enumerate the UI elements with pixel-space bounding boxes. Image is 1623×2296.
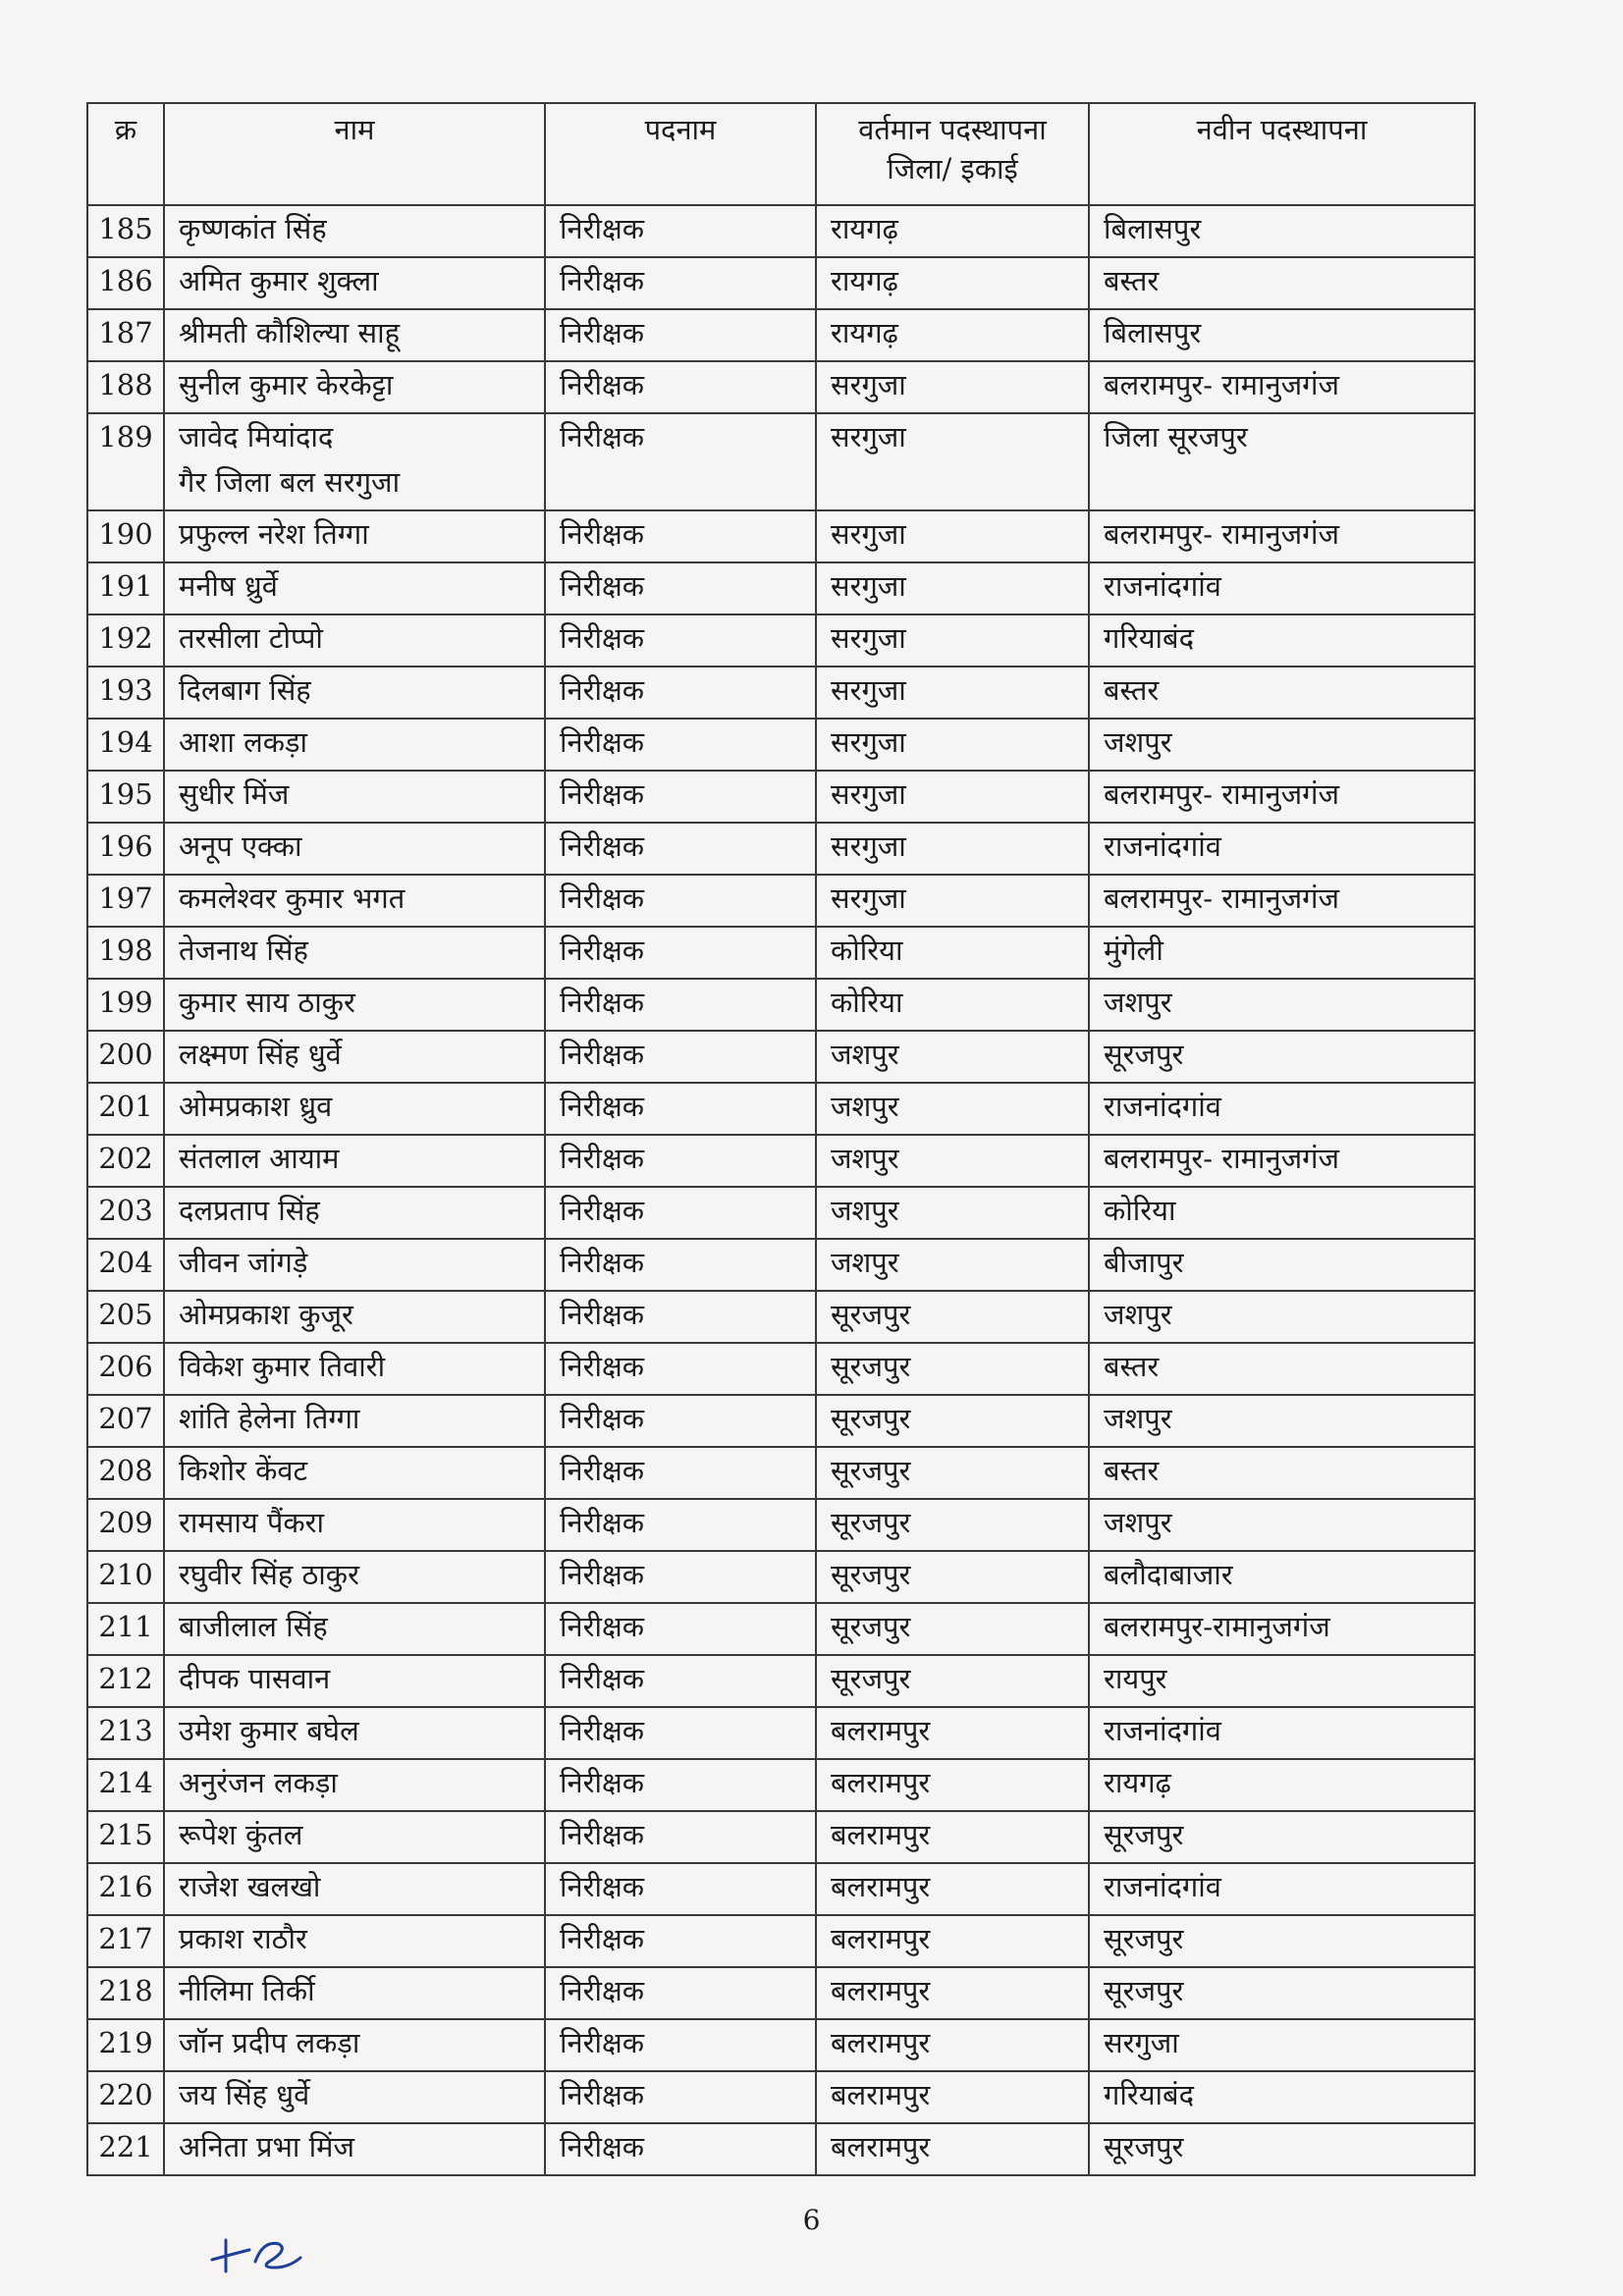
current-posting-cell: सरगुजा bbox=[816, 614, 1089, 667]
serial-cell: 208 bbox=[87, 1447, 164, 1499]
name-line: अमित कुमार शुक्ला bbox=[179, 264, 379, 297]
table-row bbox=[87, 1239, 1475, 1291]
name-line: ओमप्रकाश कुजूर bbox=[179, 1298, 353, 1331]
table-row bbox=[87, 1499, 1475, 1551]
new-posting-cell: गरियाबंद bbox=[1089, 614, 1475, 667]
table-row bbox=[87, 413, 1475, 510]
current-posting-cell: बलरामपुर bbox=[816, 1759, 1089, 1811]
table-row bbox=[87, 309, 1475, 361]
new-posting-cell: बलरामपुर-रामानुजगंज bbox=[1089, 1603, 1475, 1655]
name-cell bbox=[164, 1031, 545, 1083]
current-posting-cell: जशपुर bbox=[816, 1239, 1089, 1291]
name-cell bbox=[164, 2019, 545, 2071]
name-line: दिलबाग सिंह bbox=[179, 673, 311, 707]
name-line: जावेद मियांदाद bbox=[179, 420, 334, 454]
name-cell bbox=[164, 719, 545, 771]
name-cell bbox=[164, 1291, 545, 1343]
new-posting-cell: जशपुर bbox=[1089, 1395, 1475, 1447]
name-line: जय सिंह धुर्वे bbox=[179, 2078, 310, 2111]
name-cell bbox=[164, 875, 545, 927]
name-line: मनीष ध्रुर्वे bbox=[179, 569, 278, 603]
name-line: प्रकाश राठौर bbox=[179, 1922, 307, 1955]
name-line: लक्ष्मण सिंह धुर्वे bbox=[179, 1038, 342, 1071]
table-header-row bbox=[87, 103, 1475, 205]
new-posting-cell: गरियाबंद bbox=[1089, 2071, 1475, 2123]
serial-cell: 197 bbox=[87, 875, 164, 927]
serial-cell: 220 bbox=[87, 2071, 164, 2123]
new-posting-cell: राजनांदगांव bbox=[1089, 562, 1475, 614]
new-posting-cell: बिलासपुर bbox=[1089, 309, 1475, 361]
current-posting-cell: कोरिया bbox=[816, 927, 1089, 979]
new-posting-cell: बलरामपुर- रामानुजगंज bbox=[1089, 875, 1475, 927]
serial-cell: 185 bbox=[87, 205, 164, 257]
name-cell bbox=[164, 614, 545, 667]
new-posting-cell: राजनांदगांव bbox=[1089, 1863, 1475, 1915]
name-cell bbox=[164, 979, 545, 1031]
name-cell bbox=[164, 1811, 545, 1863]
serial-cell: 209 bbox=[87, 1499, 164, 1551]
name-cell bbox=[164, 1707, 545, 1759]
name-line: विकेश कुमार तिवारी bbox=[179, 1350, 386, 1383]
name-line: संतलाल आयाम bbox=[179, 1142, 340, 1175]
name-line: रामसाय पैंकरा bbox=[179, 1506, 324, 1539]
new-posting-cell: बस्तर bbox=[1089, 1447, 1475, 1499]
name-cell bbox=[164, 1239, 545, 1291]
current-posting-cell: सूरजपुर bbox=[816, 1603, 1089, 1655]
serial-cell: 195 bbox=[87, 771, 164, 823]
new-posting-cell: राजनांदगांव bbox=[1089, 823, 1475, 875]
new-posting-cell: बस्तर bbox=[1089, 1343, 1475, 1395]
table-row bbox=[87, 1863, 1475, 1915]
current-posting-cell: कोरिया bbox=[816, 979, 1089, 1031]
header-new-posting: नवीन पदस्थापना bbox=[1089, 103, 1475, 205]
table-row bbox=[87, 361, 1475, 413]
serial-cell: 189 bbox=[87, 413, 164, 510]
table-row bbox=[87, 1447, 1475, 1499]
current-posting-cell: बलरामपुर bbox=[816, 1811, 1089, 1863]
name-line: कमलेश्वर कुमार भगत bbox=[179, 881, 406, 915]
current-posting-cell: बलरामपुर bbox=[816, 2123, 1089, 2175]
new-posting-cell: बलरामपुर- रामानुजगंज bbox=[1089, 361, 1475, 413]
new-posting-cell: मुंगेली bbox=[1089, 927, 1475, 979]
current-posting-cell: सूरजपुर bbox=[816, 1447, 1089, 1499]
name-line: ओमप्रकाश ध्रुव bbox=[179, 1090, 333, 1123]
current-posting-cell: सरगुजा bbox=[816, 667, 1089, 719]
name-line: तेजनाथ सिंह bbox=[179, 934, 308, 967]
designation-cell: निरीक्षक bbox=[545, 771, 816, 823]
name-cell bbox=[164, 1343, 545, 1395]
current-posting-cell: सरगुजा bbox=[816, 510, 1089, 562]
current-posting-cell: बलरामपुर bbox=[816, 2019, 1089, 2071]
serial-cell: 216 bbox=[87, 1863, 164, 1915]
current-posting-cell: सरगुजा bbox=[816, 413, 1089, 510]
serial-cell: 200 bbox=[87, 1031, 164, 1083]
name-cell bbox=[164, 1603, 545, 1655]
table-row bbox=[87, 614, 1475, 667]
current-posting-cell: बलरामपुर bbox=[816, 1915, 1089, 1967]
serial-cell: 205 bbox=[87, 1291, 164, 1343]
name-line: अनुरंजन लकड़ा bbox=[179, 1766, 338, 1799]
designation-cell: निरीक्षक bbox=[545, 1863, 816, 1915]
new-posting-cell: बिलासपुर bbox=[1089, 205, 1475, 257]
name-line: जॉन प्रदीप लकड़ा bbox=[179, 2026, 360, 2059]
serial-cell: 188 bbox=[87, 361, 164, 413]
header-serial: क्र bbox=[87, 103, 164, 205]
current-posting-cell: सूरजपुर bbox=[816, 1291, 1089, 1343]
designation-cell: निरीक्षक bbox=[545, 1551, 816, 1603]
serial-cell: 214 bbox=[87, 1759, 164, 1811]
designation-cell: निरीक्षक bbox=[545, 875, 816, 927]
name-line: कुमार साय ठाकुर bbox=[179, 986, 355, 1019]
new-posting-cell: सूरजपुर bbox=[1089, 1967, 1475, 2019]
serial-cell: 215 bbox=[87, 1811, 164, 1863]
table-row bbox=[87, 1031, 1475, 1083]
current-posting-cell: रायगढ़ bbox=[816, 205, 1089, 257]
table-row bbox=[87, 2123, 1475, 2175]
table-row bbox=[87, 2019, 1475, 2071]
designation-cell: निरीक्षक bbox=[545, 1759, 816, 1811]
table-row bbox=[87, 1291, 1475, 1343]
name-line: श्रीमती कौशिल्या साहू bbox=[179, 316, 400, 349]
new-posting-cell: बस्तर bbox=[1089, 257, 1475, 309]
name-cell bbox=[164, 1499, 545, 1551]
table-row bbox=[87, 719, 1475, 771]
designation-cell: निरीक्षक bbox=[545, 927, 816, 979]
current-posting-cell: रायगढ़ bbox=[816, 309, 1089, 361]
current-posting-cell: सरगुजा bbox=[816, 823, 1089, 875]
current-posting-cell: बलरामपुर bbox=[816, 1967, 1089, 2019]
page-number: 6 bbox=[802, 2204, 821, 2236]
new-posting-cell: राजनांदगांव bbox=[1089, 1707, 1475, 1759]
name-cell bbox=[164, 2071, 545, 2123]
new-posting-cell: बलौदाबाजार bbox=[1089, 1551, 1475, 1603]
serial-cell: 186 bbox=[87, 257, 164, 309]
name-line-secondary: गैर जिला बल सरगुजा bbox=[179, 465, 401, 499]
name-cell bbox=[164, 1759, 545, 1811]
table-row bbox=[87, 205, 1475, 257]
name-cell bbox=[164, 1395, 545, 1447]
name-cell bbox=[164, 1083, 545, 1135]
current-posting-cell: सूरजपुर bbox=[816, 1551, 1089, 1603]
table-row bbox=[87, 1135, 1475, 1187]
name-cell bbox=[164, 257, 545, 309]
header-designation: पदनाम bbox=[545, 103, 816, 205]
table-row bbox=[87, 1343, 1475, 1395]
designation-cell: निरीक्षक bbox=[545, 1187, 816, 1239]
designation-cell: निरीक्षक bbox=[545, 823, 816, 875]
name-cell bbox=[164, 823, 545, 875]
designation-cell: निरीक्षक bbox=[545, 413, 816, 510]
name-cell bbox=[164, 1655, 545, 1707]
designation-cell: निरीक्षक bbox=[545, 1239, 816, 1291]
new-posting-cell: बलरामपुर- रामानुजगंज bbox=[1089, 1135, 1475, 1187]
table-row bbox=[87, 1603, 1475, 1655]
table-row bbox=[87, 927, 1475, 979]
current-posting-cell: जशपुर bbox=[816, 1083, 1089, 1135]
serial-cell: 199 bbox=[87, 979, 164, 1031]
designation-cell: निरीक्षक bbox=[545, 2071, 816, 2123]
name-line: कृष्णकांत सिंह bbox=[179, 212, 327, 245]
designation-cell: निरीक्षक bbox=[545, 361, 816, 413]
new-posting-cell: सूरजपुर bbox=[1089, 1915, 1475, 1967]
new-posting-cell: सूरजपुर bbox=[1089, 2123, 1475, 2175]
new-posting-cell: जशपुर bbox=[1089, 1291, 1475, 1343]
current-posting-cell: सरगुजा bbox=[816, 875, 1089, 927]
name-cell bbox=[164, 1135, 545, 1187]
table-row bbox=[87, 979, 1475, 1031]
table-row bbox=[87, 562, 1475, 614]
designation-cell: निरीक्षक bbox=[545, 1499, 816, 1551]
name-line: अनिता प्रभा मिंज bbox=[179, 2130, 355, 2163]
designation-cell: निरीक्षक bbox=[545, 2123, 816, 2175]
serial-cell: 201 bbox=[87, 1083, 164, 1135]
name-line: बाजीलाल सिंह bbox=[179, 1610, 328, 1643]
serial-cell: 218 bbox=[87, 1967, 164, 2019]
table-row bbox=[87, 875, 1475, 927]
serial-cell: 193 bbox=[87, 667, 164, 719]
name-line: तरसीला टोप्पो bbox=[179, 621, 323, 655]
name-line: उमेश कुमार बघेल bbox=[179, 1714, 359, 1747]
name-cell bbox=[164, 1915, 545, 1967]
table-row bbox=[87, 510, 1475, 562]
designation-cell: निरीक्षक bbox=[545, 719, 816, 771]
name-line: दलप्रताप सिंह bbox=[179, 1194, 320, 1227]
name-cell bbox=[164, 927, 545, 979]
name-cell bbox=[164, 510, 545, 562]
current-posting-cell: सूरजपुर bbox=[816, 1499, 1089, 1551]
serial-cell: 221 bbox=[87, 2123, 164, 2175]
designation-cell: निरीक्षक bbox=[545, 614, 816, 667]
new-posting-cell: जशपुर bbox=[1089, 1499, 1475, 1551]
current-posting-cell: सरगुजा bbox=[816, 361, 1089, 413]
serial-cell: 198 bbox=[87, 927, 164, 979]
header-current-posting-line2: जिला/ इकाई bbox=[887, 152, 1018, 186]
new-posting-cell: जशपुर bbox=[1089, 719, 1475, 771]
name-line: शांति हेलेना तिग्गा bbox=[179, 1402, 360, 1435]
name-line: राजेश खलखो bbox=[179, 1870, 321, 1903]
table-row bbox=[87, 1551, 1475, 1603]
name-cell bbox=[164, 2123, 545, 2175]
serial-cell: 213 bbox=[87, 1707, 164, 1759]
designation-cell: निरीक्षक bbox=[545, 1083, 816, 1135]
new-posting-cell: बलरामपुर- रामानुजगंज bbox=[1089, 771, 1475, 823]
new-posting-cell: बलरामपुर- रामानुजगंज bbox=[1089, 510, 1475, 562]
designation-cell: निरीक्षक bbox=[545, 309, 816, 361]
name-line: जीवन जांगड़े bbox=[179, 1246, 308, 1279]
serial-cell: 219 bbox=[87, 2019, 164, 2071]
serial-cell: 194 bbox=[87, 719, 164, 771]
name-cell bbox=[164, 361, 545, 413]
name-cell bbox=[164, 413, 545, 510]
name-cell bbox=[164, 1447, 545, 1499]
serial-cell: 196 bbox=[87, 823, 164, 875]
table-row bbox=[87, 1811, 1475, 1863]
name-cell bbox=[164, 309, 545, 361]
table-row bbox=[87, 2071, 1475, 2123]
name-line: अनूप एक्का bbox=[179, 829, 302, 863]
transfer-table bbox=[86, 102, 1476, 2176]
name-cell bbox=[164, 1967, 545, 2019]
new-posting-cell: जशपुर bbox=[1089, 979, 1475, 1031]
table-row bbox=[87, 257, 1475, 309]
name-line: प्रफुल्ल नरेश तिग्गा bbox=[179, 517, 369, 551]
designation-cell: निरीक्षक bbox=[545, 1707, 816, 1759]
designation-cell: निरीक्षक bbox=[545, 1603, 816, 1655]
table-row bbox=[87, 771, 1475, 823]
new-posting-cell: कोरिया bbox=[1089, 1187, 1475, 1239]
new-posting-cell: सरगुजा bbox=[1089, 2019, 1475, 2071]
designation-cell: निरीक्षक bbox=[545, 1135, 816, 1187]
new-posting-cell: राजनांदगांव bbox=[1089, 1083, 1475, 1135]
serial-cell: 212 bbox=[87, 1655, 164, 1707]
designation-cell: निरीक्षक bbox=[545, 2019, 816, 2071]
header-current-posting-line1: वर्तमान पदस्थापना bbox=[858, 113, 1047, 146]
designation-cell: निरीक्षक bbox=[545, 510, 816, 562]
name-line: रूपेश कुंतल bbox=[179, 1818, 303, 1851]
new-posting-cell: रायपुर bbox=[1089, 1655, 1475, 1707]
new-posting-cell: सूरजपुर bbox=[1089, 1031, 1475, 1083]
current-posting-cell: सूरजपुर bbox=[816, 1655, 1089, 1707]
serial-cell: 203 bbox=[87, 1187, 164, 1239]
current-posting-cell: जशपुर bbox=[816, 1031, 1089, 1083]
table-row bbox=[87, 667, 1475, 719]
designation-cell: निरीक्षक bbox=[545, 667, 816, 719]
designation-cell: निरीक्षक bbox=[545, 1291, 816, 1343]
current-posting-cell: बलरामपुर bbox=[816, 1863, 1089, 1915]
serial-cell: 191 bbox=[87, 562, 164, 614]
table-row bbox=[87, 1655, 1475, 1707]
serial-cell: 211 bbox=[87, 1603, 164, 1655]
table-row bbox=[87, 1967, 1475, 2019]
designation-cell: निरीक्षक bbox=[545, 1655, 816, 1707]
table-body bbox=[87, 205, 1475, 2175]
name-line: सुधीर मिंज bbox=[179, 777, 290, 811]
name-cell bbox=[164, 667, 545, 719]
new-posting-cell: बस्तर bbox=[1089, 667, 1475, 719]
name-cell bbox=[164, 562, 545, 614]
designation-cell: निरीक्षक bbox=[545, 1447, 816, 1499]
name-line: आशा लकड़ा bbox=[179, 725, 308, 759]
name-cell bbox=[164, 205, 545, 257]
header-name: नाम bbox=[164, 103, 545, 205]
current-posting-cell: बलरामपुर bbox=[816, 2071, 1089, 2123]
table-row bbox=[87, 1707, 1475, 1759]
serial-cell: 210 bbox=[87, 1551, 164, 1603]
designation-cell: निरीक्षक bbox=[545, 1967, 816, 2019]
designation-cell: निरीक्षक bbox=[545, 1031, 816, 1083]
name-cell bbox=[164, 1551, 545, 1603]
serial-cell: 192 bbox=[87, 614, 164, 667]
current-posting-cell: बलरामपुर bbox=[816, 1707, 1089, 1759]
designation-cell: निरीक्षक bbox=[545, 1343, 816, 1395]
table-row bbox=[87, 1395, 1475, 1447]
table-row bbox=[87, 1083, 1475, 1135]
serial-cell: 190 bbox=[87, 510, 164, 562]
designation-cell: निरीक्षक bbox=[545, 205, 816, 257]
serial-cell: 187 bbox=[87, 309, 164, 361]
serial-cell: 204 bbox=[87, 1239, 164, 1291]
name-line: सुनील कुमार केरकेट्टा bbox=[179, 368, 394, 401]
table-row bbox=[87, 1915, 1475, 1967]
designation-cell: निरीक्षक bbox=[545, 257, 816, 309]
serial-cell: 202 bbox=[87, 1135, 164, 1187]
designation-cell: निरीक्षक bbox=[545, 1811, 816, 1863]
serial-cell: 217 bbox=[87, 1915, 164, 1967]
new-posting-cell: बीजापुर bbox=[1089, 1239, 1475, 1291]
designation-cell: निरीक्षक bbox=[545, 979, 816, 1031]
new-posting-cell: सूरजपुर bbox=[1089, 1811, 1475, 1863]
current-posting-cell: सरगुजा bbox=[816, 562, 1089, 614]
header-current-posting bbox=[816, 103, 1089, 205]
new-posting-cell: रायगढ़ bbox=[1089, 1759, 1475, 1811]
designation-cell: निरीक्षक bbox=[545, 562, 816, 614]
current-posting-cell: सूरजपुर bbox=[816, 1343, 1089, 1395]
name-cell bbox=[164, 1863, 545, 1915]
new-posting-cell: जिला सूरजपुर bbox=[1089, 413, 1475, 510]
name-line: नीलिमा तिर्की bbox=[179, 1974, 315, 2007]
current-posting-cell: जशपुर bbox=[816, 1187, 1089, 1239]
table-row bbox=[87, 823, 1475, 875]
designation-cell: निरीक्षक bbox=[545, 1395, 816, 1447]
table-row bbox=[87, 1759, 1475, 1811]
current-posting-cell: सरगुजा bbox=[816, 719, 1089, 771]
current-posting-cell: सूरजपुर bbox=[816, 1395, 1089, 1447]
name-line: किशोर केंवट bbox=[179, 1454, 308, 1487]
serial-cell: 207 bbox=[87, 1395, 164, 1447]
current-posting-cell: जशपुर bbox=[816, 1135, 1089, 1187]
current-posting-cell: रायगढ़ bbox=[816, 257, 1089, 309]
name-cell bbox=[164, 1187, 545, 1239]
serial-cell: 206 bbox=[87, 1343, 164, 1395]
table-row bbox=[87, 1187, 1475, 1239]
name-line: दीपक पासवान bbox=[179, 1662, 331, 1695]
current-posting-cell: सरगुजा bbox=[816, 771, 1089, 823]
designation-cell: निरीक्षक bbox=[545, 1915, 816, 1967]
name-line: रघुवीर सिंह ठाकुर bbox=[179, 1558, 359, 1591]
name-cell bbox=[164, 771, 545, 823]
